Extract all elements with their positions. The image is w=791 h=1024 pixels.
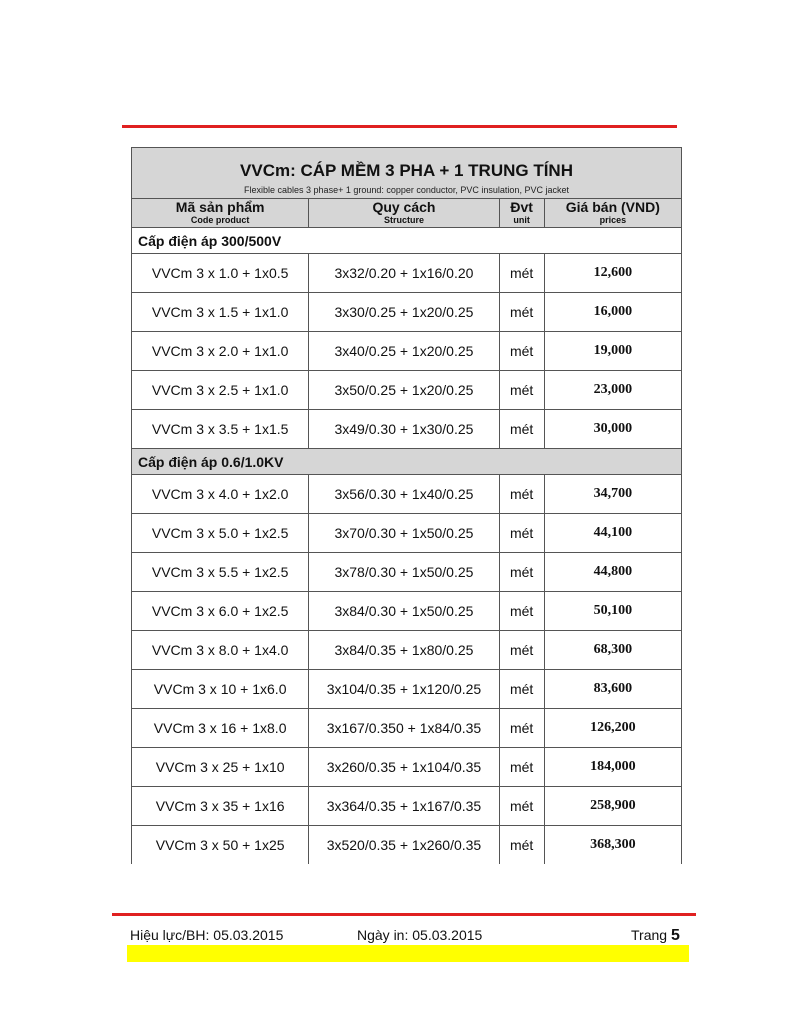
product-code-cell: VVCm 3 x 1.0 + 1x0.5 [132, 254, 309, 293]
unit-cell: mét [499, 254, 544, 293]
price-cell: 184,000 [544, 748, 681, 787]
footer-page-number [631, 927, 680, 945]
structure-cell: 3x260/0.35 + 1x104/0.35 [309, 748, 499, 787]
table-row [132, 371, 682, 410]
bottom-divider [112, 913, 696, 916]
price-cell: 44,100 [544, 514, 681, 553]
table-subtitle: Flexible cables 3 phase+ 1 ground: copper conductor, PVC insulation, PVC jacket [244, 185, 569, 195]
unit-cell: mét [499, 592, 544, 631]
table-row [132, 475, 682, 514]
page-label: Trang [631, 927, 668, 943]
structure-cell: 3x32/0.20 + 1x16/0.20 [309, 254, 499, 293]
table-row [132, 826, 682, 865]
table-row [132, 592, 682, 631]
unit-cell: mét [499, 410, 544, 449]
footer-highlight-band [127, 945, 689, 962]
unit-cell: mét [499, 553, 544, 592]
unit-cell: mét [499, 514, 544, 553]
product-code-cell: VVCm 3 x 4.0 + 1x2.0 [132, 475, 309, 514]
structure-cell: 3x84/0.35 + 1x80/0.25 [309, 631, 499, 670]
header-price [544, 199, 681, 228]
section-header-row [132, 228, 682, 254]
header-unit-sublabel: unit [513, 215, 530, 225]
product-code-cell: VVCm 3 x 8.0 + 1x4.0 [132, 631, 309, 670]
price-cell: 44,800 [544, 553, 681, 592]
unit-cell: mét [499, 670, 544, 709]
price-cell: 83,600 [544, 670, 681, 709]
price-cell: 68,300 [544, 631, 681, 670]
structure-cell: 3x104/0.35 + 1x120/0.25 [309, 670, 499, 709]
product-code-cell: VVCm 3 x 3.5 + 1x1.5 [132, 410, 309, 449]
product-code-cell: VVCm 3 x 35 + 1x16 [132, 787, 309, 826]
product-code-cell: VVCm 3 x 6.0 + 1x2.5 [132, 592, 309, 631]
table-title: VVCm: CÁP MỀM 3 PHA + 1 TRUNG TÍNH [240, 161, 573, 180]
footer-effective-date: Hiệu lực/BH: 05.03.2015 [130, 927, 284, 943]
price-cell: 12,600 [544, 254, 681, 293]
product-code-cell: VVCm 3 x 16 + 1x8.0 [132, 709, 309, 748]
product-code-cell: VVCm 3 x 10 + 1x6.0 [132, 670, 309, 709]
unit-cell: mét [499, 709, 544, 748]
price-cell: 258,900 [544, 787, 681, 826]
structure-cell: 3x70/0.30 + 1x50/0.25 [309, 514, 499, 553]
unit-cell: mét [499, 748, 544, 787]
price-table [131, 147, 682, 864]
header-structure-sublabel: Structure [383, 215, 424, 225]
product-code-cell: VVCm 3 x 2.5 + 1x1.0 [132, 371, 309, 410]
unit-cell: mét [499, 787, 544, 826]
header-price-label: Giá bán (VND) [565, 199, 660, 215]
header-structure-label: Quy cách [372, 199, 436, 215]
product-code-cell: VVCm 3 x 2.0 + 1x1.0 [132, 332, 309, 371]
product-code-cell: VVCm 3 x 5.0 + 1x2.5 [132, 514, 309, 553]
table-row [132, 631, 682, 670]
product-code-cell: VVCm 3 x 50 + 1x25 [132, 826, 309, 865]
table-row [132, 514, 682, 553]
price-cell: 50,100 [544, 592, 681, 631]
structure-cell: 3x78/0.30 + 1x50/0.25 [309, 553, 499, 592]
header-code [132, 199, 309, 228]
structure-cell: 3x50/0.25 + 1x20/0.25 [309, 371, 499, 410]
table-row [132, 748, 682, 787]
header-unit-label: Đvt [510, 199, 533, 215]
section-label: Cấp điện áp 300/500V [132, 228, 682, 254]
section-header-row [132, 449, 682, 475]
structure-cell: 3x167/0.350 + 1x84/0.35 [309, 709, 499, 748]
unit-cell: mét [499, 631, 544, 670]
table-row [132, 254, 682, 293]
unit-cell: mét [499, 371, 544, 410]
table-title-cell [132, 148, 682, 199]
product-code-cell: VVCm 3 x 5.5 + 1x2.5 [132, 553, 309, 592]
column-header-row [132, 199, 682, 228]
table-row [132, 410, 682, 449]
table-row [132, 332, 682, 371]
table-row [132, 709, 682, 748]
table-row [132, 787, 682, 826]
structure-cell: 3x364/0.35 + 1x167/0.35 [309, 787, 499, 826]
price-cell: 16,000 [544, 293, 681, 332]
header-price-sublabel: prices [599, 215, 627, 225]
table-row [132, 670, 682, 709]
header-code-sublabel: Code product [190, 215, 250, 225]
price-cell: 368,300 [544, 826, 681, 865]
unit-cell: mét [499, 332, 544, 371]
top-divider [122, 125, 677, 128]
footer-print-date: Ngày in: 05.03.2015 [357, 927, 483, 943]
header-unit [499, 199, 544, 228]
structure-cell: 3x40/0.25 + 1x20/0.25 [309, 332, 499, 371]
structure-cell: 3x84/0.30 + 1x50/0.25 [309, 592, 499, 631]
price-cell: 126,200 [544, 709, 681, 748]
product-code-cell: VVCm 3 x 1.5 + 1x1.0 [132, 293, 309, 332]
price-cell: 19,000 [544, 332, 681, 371]
price-cell: 30,000 [544, 410, 681, 449]
header-code-label: Mã sản phẩm [175, 199, 265, 215]
structure-cell: 3x49/0.30 + 1x30/0.25 [309, 410, 499, 449]
structure-cell: 3x56/0.30 + 1x40/0.25 [309, 475, 499, 514]
header-structure [309, 199, 499, 228]
table-row [132, 293, 682, 332]
unit-cell: mét [499, 475, 544, 514]
product-code-cell: VVCm 3 x 25 + 1x10 [132, 748, 309, 787]
price-cell: 34,700 [544, 475, 681, 514]
table-row [132, 553, 682, 592]
price-cell: 23,000 [544, 371, 681, 410]
unit-cell: mét [499, 826, 544, 865]
page-number: 5 [670, 927, 680, 944]
structure-cell: 3x30/0.25 + 1x20/0.25 [309, 293, 499, 332]
section-label: Cấp điện áp 0.6/1.0KV [132, 449, 682, 475]
structure-cell: 3x520/0.35 + 1x260/0.35 [309, 826, 499, 865]
unit-cell: mét [499, 293, 544, 332]
